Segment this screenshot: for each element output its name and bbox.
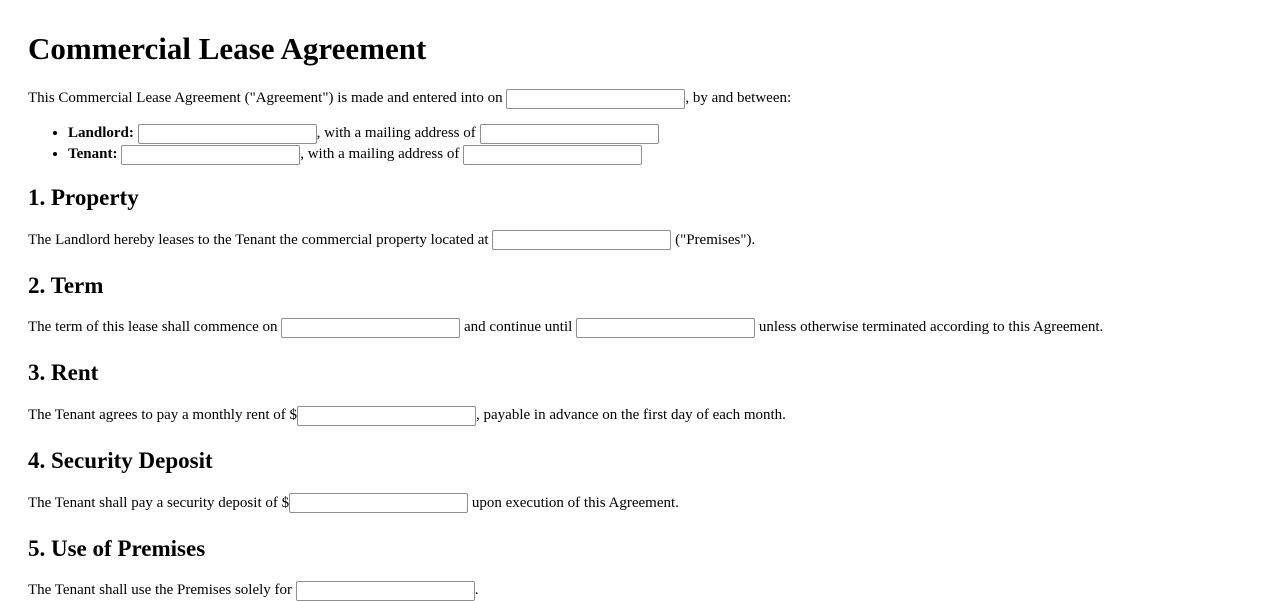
tenant-label: Tenant: [68, 146, 118, 163]
term-text-before: The term of this lease shall commence on [28, 319, 278, 336]
deposit-text-after: upon execution of this Agreement. [471, 494, 679, 511]
tenant-name-input[interactable] [121, 145, 300, 165]
term-paragraph [28, 317, 1278, 338]
parties-list [28, 123, 1278, 165]
intro-text-before: This Commercial Lease Agreement ("Agreement") is made and entered into on [28, 90, 503, 107]
party-item-tenant [68, 144, 1278, 165]
property-text-after: ("Premises"). [675, 231, 756, 248]
rent-text-after: , payable in advance on the first day of each month. [476, 406, 786, 423]
property-paragraph [28, 230, 1278, 251]
monthly-rent-input[interactable] [297, 406, 476, 426]
permitted-use-input[interactable] [296, 581, 475, 601]
property-address-input[interactable] [492, 230, 671, 250]
term-start-input[interactable] [281, 318, 460, 338]
page-title: Commercial Lease Agreement [28, 31, 427, 66]
agreement-date-input[interactable] [506, 89, 685, 109]
rent-paragraph [28, 405, 1278, 426]
property-text-before: The Landlord hereby leases to the Tenant the commercial property located at [28, 231, 489, 248]
tenant-address-input[interactable] [463, 145, 642, 165]
landlord-address-input[interactable] [480, 124, 659, 144]
section-heading-rent: 3. Rent [28, 360, 99, 386]
landlord-label: Landlord: [68, 125, 134, 142]
term-end-input[interactable] [576, 318, 755, 338]
term-text-middle: and continue until [464, 319, 573, 336]
section-heading-property: 1. Property [28, 185, 139, 211]
use-text-before: The Tenant shall use the Premises solely for [28, 582, 293, 599]
tenant-mailing-text: , with a mailing address of [300, 146, 460, 163]
use-paragraph [28, 580, 1278, 601]
landlord-mailing-text: , with a mailing address of [316, 125, 476, 142]
deposit-paragraph [28, 493, 1278, 514]
use-text-after: . [474, 582, 479, 599]
section-heading-security-deposit: 4. Security Deposit [28, 447, 213, 473]
security-deposit-input[interactable] [289, 493, 468, 513]
party-item-landlord [68, 123, 1278, 144]
landlord-name-input[interactable] [138, 124, 317, 144]
intro-text-after: , by and between: [685, 90, 792, 107]
section-heading-term: 2. Term [28, 272, 104, 298]
deposit-text-before: The Tenant shall pay a security deposit of $ [28, 494, 290, 511]
intro-paragraph [28, 88, 1278, 109]
rent-text-before: The Tenant agrees to pay a monthly rent of $ [28, 406, 298, 423]
section-heading-use-of-premises: 5. Use of Premises [28, 535, 206, 561]
term-text-after: unless otherwise terminated according to this Agreement. [758, 319, 1104, 336]
